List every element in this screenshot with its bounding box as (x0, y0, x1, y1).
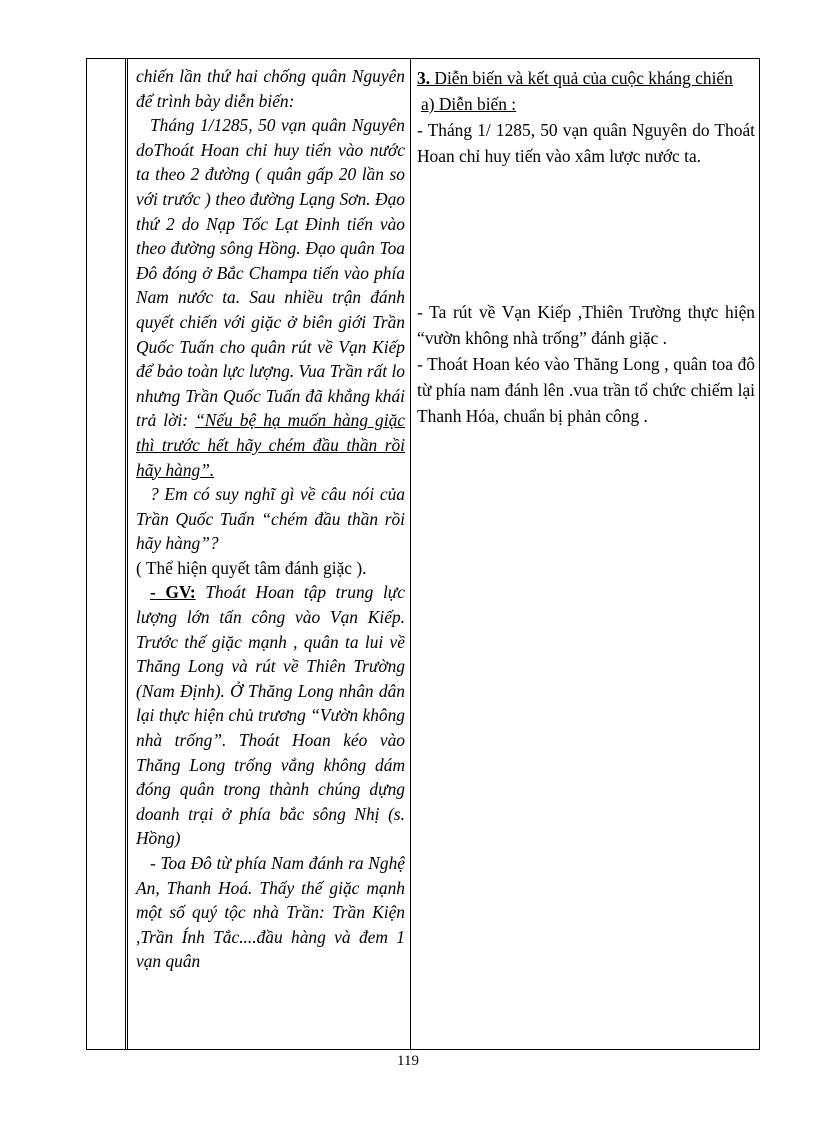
tran-quoc-tuan-quote: “Nếu bệ hạ muốn hàng giặc thì trước hết hãy chém đầu thần rồi hãy hàng”. (136, 410, 405, 480)
gv-label: - GV: (150, 582, 196, 603)
subsection-heading: a) Diễn biến : (421, 94, 517, 114)
gv-paragraph (136, 580, 405, 851)
margin-column (87, 59, 128, 1050)
section-heading (417, 65, 755, 91)
left-narrative-text: Tháng 1/1285, 50 vạn quân Nguyên doThoát Hoan chỉ huy tiến vào nước ta theo 2 đường ( quân gấp 20 lần so với trước ) theo đường Lạng Sơn. Đạo thứ 2 do Nạp Tốc Lạt Đinh tiến vào theo đường sông Hồng. Đạo quân Toa Đô đóng ở Bắc Champa tiến vào phía Nam nước ta. Sau nhiều trận đánh quyết chiến với giặc ở biên giới Trần Quốc Tuấn cho quân rút về Vạn Kiếp để bảo toàn lực lượng. Vua Trần rất lo nhưng Trần Quốc Tuấn đã khẳng khái trả lời: (136, 115, 405, 431)
teacher-activity-column (128, 59, 411, 1050)
lesson-table (86, 58, 760, 1050)
left-answer: ( Thể hiện quyết tâm đánh giặc ). (136, 557, 367, 578)
left-intro: chiến lần thứ hai chống quân Nguyên để trình bày diễn biến: (136, 66, 405, 111)
section-number: 3. (417, 68, 431, 88)
left-last-paragraph: - Toa Đô từ phía Nam đánh ra Nghệ An, Thanh Hoá. Thấy thế giặc mạnh một số quý tộc nhà Trần: Trần Kiện ,Trần Ính Tắc....đầu hàng và đem 1 vạn quân (136, 853, 405, 972)
left-question: ? Em có suy nghĩ gì về câu nói của Trần Quốc Tuấn “chém đầu thần rồi hãy hàng”? (136, 484, 405, 554)
content-column (411, 59, 760, 1050)
right-point-3: - Thoát Hoan kéo vào Thăng Long , quân toa đô từ phía nam đánh lên .vua trần tổ chức chiếm lại Thanh Hóa, chuẩn bị phản công . (417, 354, 755, 426)
right-point-2: - Ta rút về Vạn Kiếp ,Thiên Trường thực hiện “vườn không nhà trống” đánh giặc . (417, 302, 755, 348)
section-title: Diễn biến và kết quả của cuộc kháng chiến (430, 68, 733, 88)
page-number: 119 (397, 1053, 419, 1069)
left-narrative (136, 113, 405, 482)
right-point-1: - Tháng 1/ 1285, 50 vạn quân Nguyên do Thoát Hoan chỉ huy tiến vào xâm lược nước ta. (417, 120, 755, 166)
gv-text: Thoát Hoan tập trung lực lượng lớn tấn công vào Vạn Kiếp. Trước thế giặc mạnh , quân ta lui về Thăng Long và rút về Thiên Trường (Nam Định). Ở Thăng Long nhân dân lại thực hiện chủ trương “Vườn không nhà trống”. Thoát Hoan kéo vào Thăng Long trống vắng không dám đóng quân trong thành chúng dựng doanh trại ở phía bắc sông Nhị (s. Hồng) (136, 582, 405, 849)
